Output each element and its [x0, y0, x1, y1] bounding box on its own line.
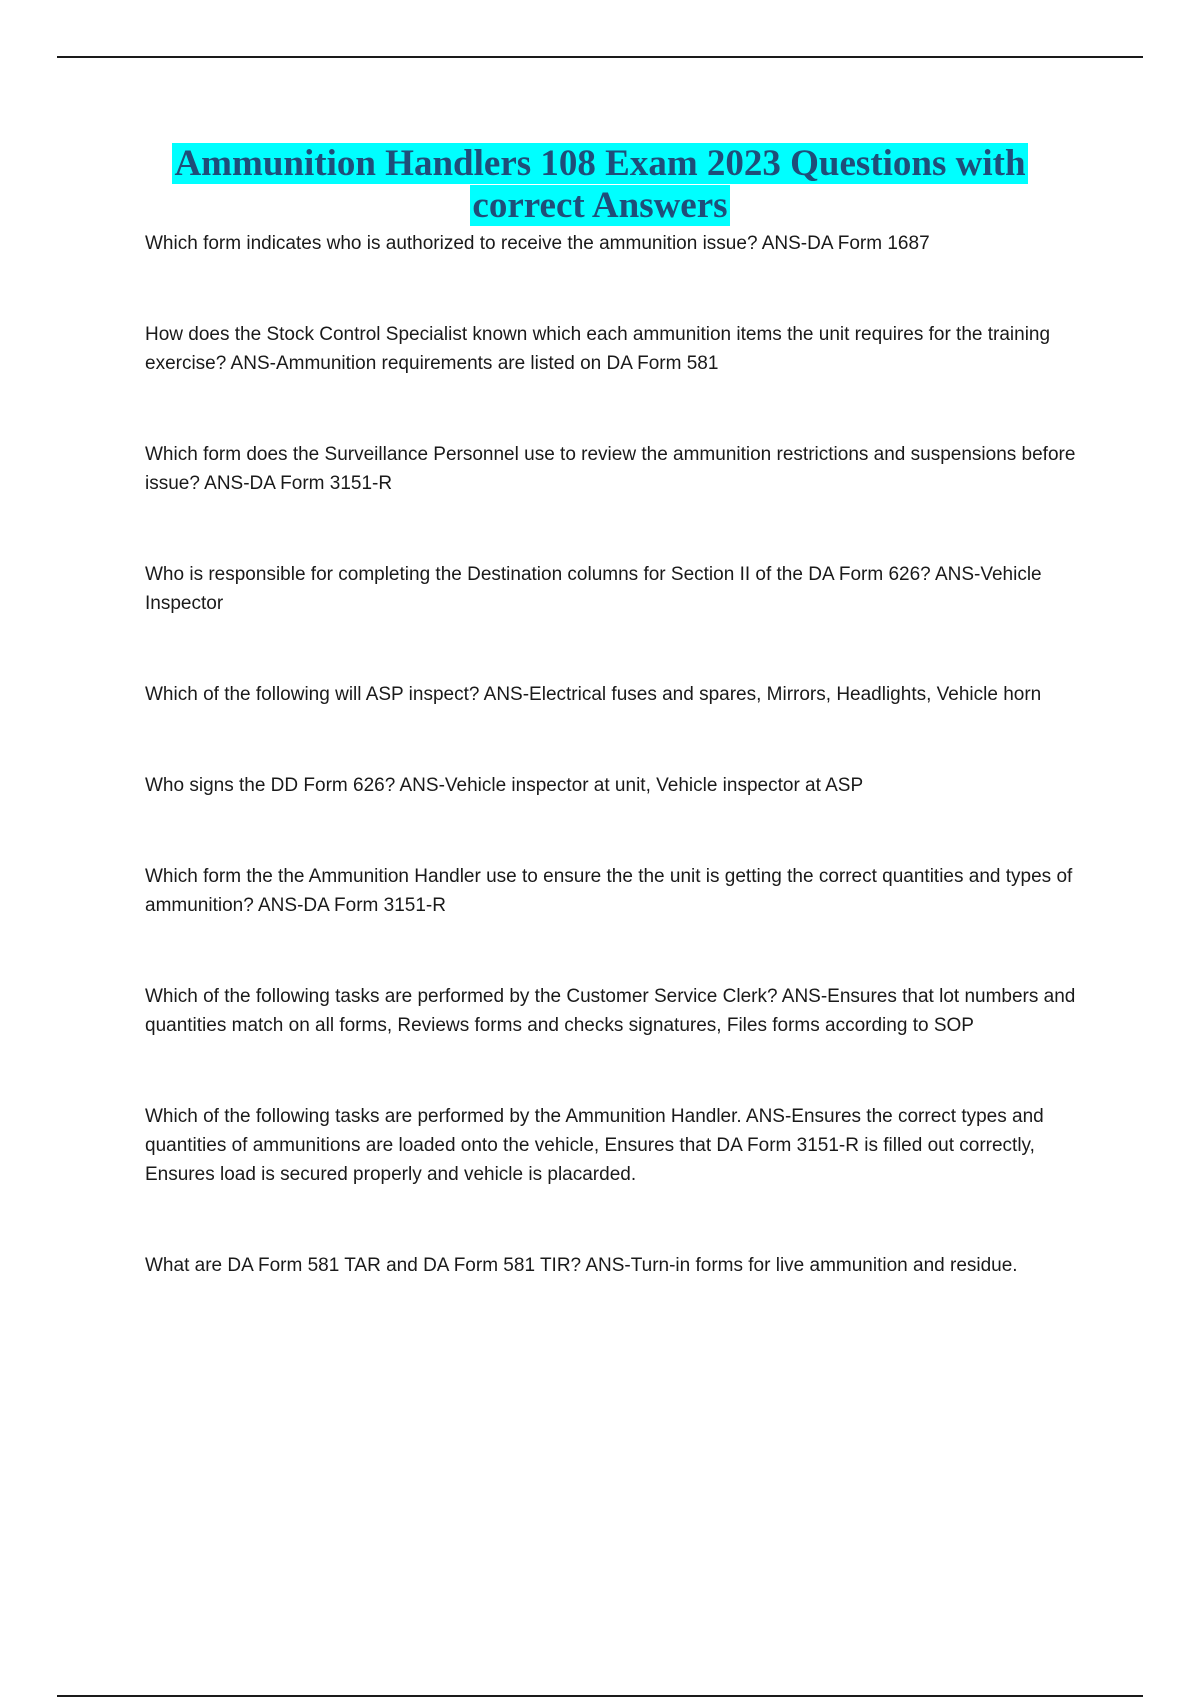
qa-item-4: Who is responsible for completing the Destination columns for Section II of the DA Form 626? ANS-Vehicle Inspector	[145, 564, 1042, 614]
footer-rule	[57, 1695, 1143, 1697]
document-title	[150, 143, 1050, 227]
qa-item-9: Which of the following tasks are performed by the Ammunition Handler. ANS-Ensures the correct types and quantities of ammunitions are loaded onto the vehicle, Ensures that DA Form 3151-R is filled out correctly, Ensures load is secured properly and vehicle is placarded.	[145, 1106, 1044, 1185]
qa-item-10: What are DA Form 581 TAR and DA Form 581 TIR? ANS-Turn-in forms for live ammunition and residue.	[145, 1255, 1018, 1276]
qa-item-8: Which of the following tasks are performed by the Customer Service Clerk? ANS-Ensures that lot numbers and quantities match on all forms, Reviews forms and checks signatures, Files forms according to SOP	[145, 986, 1076, 1036]
question-answer-list	[145, 229, 1085, 1342]
qa-item-1: Which form indicates who is authorized to receive the ammunition issue? ANS-DA Form 1687	[145, 233, 930, 254]
document-title-line-2: correct Answers	[472, 185, 728, 226]
document-title-line-1: Ammunition Handlers 108 Exam 2023 Questions with	[174, 143, 1026, 184]
qa-item-2: How does the Stock Control Specialist known which each ammunition items the unit requires for the training exercise? ANS-Ammunition requirements are listed on DA Form 581	[145, 324, 1051, 374]
qa-item-6: Who signs the DD Form 626? ANS-Vehicle inspector at unit, Vehicle inspector at ASP	[145, 775, 864, 796]
qa-item-5: Which of the following will ASP inspect? ANS-Electrical fuses and spares, Mirrors, Headlights, Vehicle horn	[145, 684, 1042, 705]
header-rule	[57, 56, 1143, 58]
qa-item-7: Which form the the Ammunition Handler use to ensure the the unit is getting the correct quantities and types of ammunition? ANS-DA Form 3151-R	[145, 866, 1073, 916]
qa-item-3: Which form does the Surveillance Personnel use to review the ammunition restrictions and suspensions before issue? ANS-DA Form 3151-R	[145, 444, 1076, 494]
